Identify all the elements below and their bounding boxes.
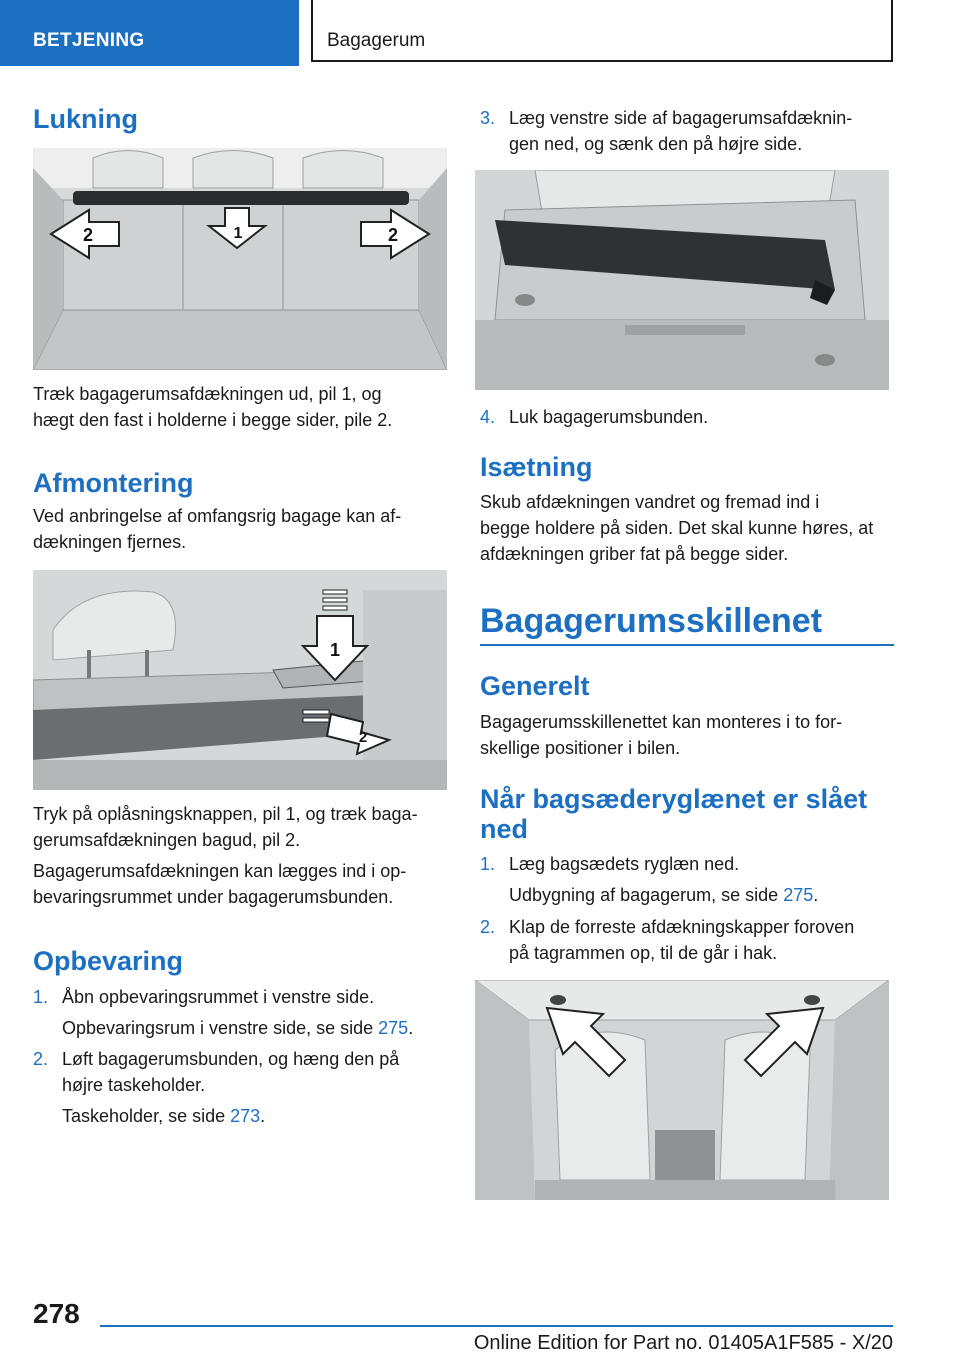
tryk-text-line1: Tryk på oplåsningsknappen, pil 1, og træk baga‐ [33,804,418,824]
step-number: 1. [480,854,496,874]
page-number: 278 [33,1298,80,1329]
step-reference: Udbygning af bagagerum, se side 275. [509,885,819,905]
heading-bagagerumsskillenet: Bagagerumsskillenet [480,602,823,640]
footer-edition: Online Edition for Part no. 01405A1F585 - X/20 [473,1332,893,1354]
list-item [480,105,894,157]
step-text-line2: på tagrammen op, til de går i hak. [509,943,778,963]
page-link[interactable]: 275 [378,1018,409,1038]
step-text-line2: højre taskeholder. [62,1075,206,1095]
isaetning-text-line2: begge holdere på siden. Det skal kunne høres, at [480,518,874,538]
lukning-text-line2: hægt den fast i holderne i begge sider, pile 2. [33,410,393,430]
heading-rule [480,644,894,646]
figure-cover-storage [475,170,889,390]
heading-naar-line2: ned [480,814,529,844]
step-number: 4. [480,407,496,427]
section-label: BETJENING [33,30,145,51]
step-number: 1. [33,987,49,1007]
step-number: 2. [480,917,496,937]
page-link[interactable]: 273 [230,1106,261,1126]
fig1-arrow-right-label: 2 [387,225,399,245]
page-link[interactable]: 275 [783,885,814,905]
list-item [33,984,447,1010]
heading-afmontering: Afmontering [33,468,194,498]
heading-generelt: Generelt [480,671,590,701]
chapter-title: Bagagerum [327,30,426,51]
reference-text: Taskeholder, se side [62,1106,231,1126]
reference-text: Udbygning af bagagerum, se side [509,885,784,905]
step-reference: Opbevaringsrum i venstre side, se side 275. [62,1018,414,1038]
lukning-text-line1: Træk bagagerumsafdækningen ud, pil 1, og [33,384,382,404]
heading-lukning: Lukning [33,104,138,134]
list-item [480,914,894,966]
figure-cover-removal [33,570,447,790]
fig2-arrow-bottom-label: 2 [358,729,368,746]
list-item [33,1046,447,1098]
footer-rule [100,1325,893,1327]
step-text-line1: Læg venstre side af bagagerumsafdæknin‐ [509,108,853,128]
heading-opbevaring: Opbevaring [33,946,184,976]
heading-naar-line1: Når bagsæderyglænet er slået [480,784,868,814]
tryk-text-line2: gerumsafdækningen bagud, pil 2. [33,830,301,850]
step-text-line1: Klap de forreste afdækningskapper foroven [509,917,855,937]
chapter-tab [311,0,893,62]
heading-isaetning: Isætning [480,452,593,482]
generelt-text-line1: Bagagerumsskillenettet kan monteres i to for‐ [480,712,843,732]
step-text-line1: Løft bagagerumsbunden, og hæng den på [62,1049,400,1069]
figure-roof-frame-covers [475,980,889,1200]
afmontering-text-line2: dækningen fjernes. [33,532,187,552]
fig1-arrow-center-label: 1 [233,225,243,242]
fig2-arrow-top-label: 1 [329,640,341,660]
section-tab [0,0,299,66]
kan-text-line1: Bagagerumsafdækningen kan lægges ind i op‐ [33,861,407,881]
step-text: Læg bagsædets ryglæn ned. [509,854,740,874]
step-text: Åbn opbevaringsrummet i venstre side. [62,987,375,1007]
list-item [480,851,894,877]
step-text-line2: gen ned, og sænk den på højre side. [509,134,803,154]
isaetning-text-line1: Skub afdækningen vandret og fremad ind i [480,492,820,512]
generelt-text-line2: skellige positioner i bilen. [480,738,681,758]
step-text: Luk bagagerumsbunden. [509,407,709,427]
isaetning-text-line3: afdækningen griber fat på begge sider. [480,544,789,564]
figure-cover-closing [33,148,447,370]
reference-text: Opbevaringsrum i venstre side, se side [62,1018,379,1038]
step-number: 2. [33,1049,49,1069]
afmontering-text-line1: Ved anbringelse af omfangsrig bagage kan af‐ [33,506,402,526]
list-item [480,404,894,430]
fig1-arrow-left-label: 2 [82,225,94,245]
step-number: 3. [480,108,496,128]
kan-text-line2: bevaringsrummet under bagagerumsbunden. [33,887,394,907]
step-reference: Taskeholder, se side 273. [62,1106,266,1126]
